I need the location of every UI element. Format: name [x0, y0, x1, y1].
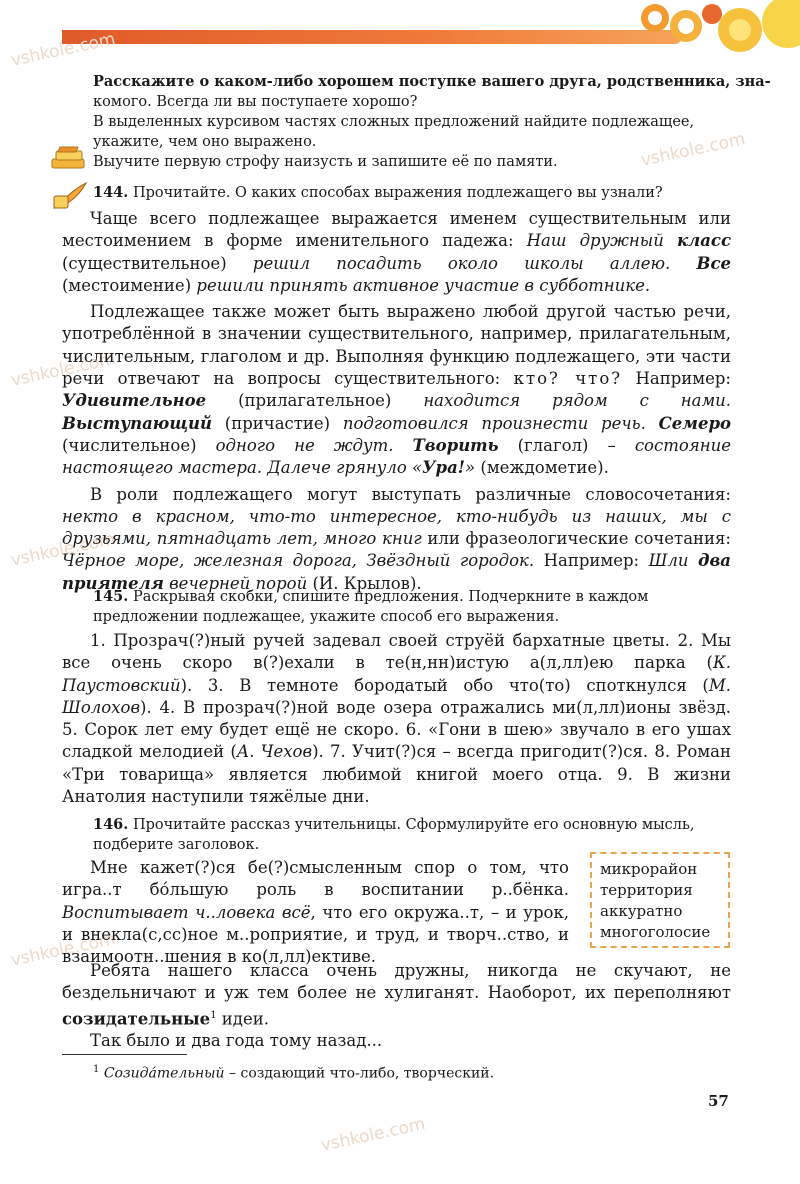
watermark: vshkole.com: [9, 29, 118, 71]
paragraph-1: Чаще всего подлежащее выражается именем существительным или местоимением в форме именительного падежа: Наш дружный класс (существительное) решил посадить около школы аллею. Все (местоимение) решили принять активное участие в субботнике.: [62, 209, 731, 295]
paragraph-2: Подлежащее также может быть выражено любой другой частью речи, употреблённой в значении существительного, например, прилагательным, числительным, глаголом и др. Выполняя функцию подлежащего, эти части речи отвечают на вопросы существительного: кто? что? Например: Удивительное (прилагательное) находится рядом с нами. Выступающий (причастие) подготовился произнести речь. Семеро (числительное) одного не ждут. Творить (глагол) – состояние настоящего мастера. Далече грянуло «Ура!» (междометие).: [62, 302, 731, 478]
task-145: [93, 587, 731, 627]
task-text: Прочитайте. О каких способах выражения подлежащего вы узнали?: [132, 185, 663, 201]
sentences: 1. Прозрач(?)ный ручей задевал своей струёй бархатные цветы. 2. Мы все очень скоро в(?)ехали в те(н,нн)истую а(л,лл)ею парка (К. Паустовский). 3. В темноте бородатый обо что(то) споткнулся (М. Шолохов). 4. В прозрач(?)ной воде озера отражались ми(л,лл)ионы звёзд. 5. Сорок лет ему будет ещё не скоро. 6. «Гони в шею» звучало в его ушах сладкой мелодией (А. Чехов). 7. Учит(?)ся – всегда пригодит(?)ся. 8. Роман «Три товарища» является любимой книгой моего отца. 9. В жизни Анатолия наступили тяжёлые дни.: [62, 631, 732, 807]
header-circles-decoration: [620, 0, 800, 60]
vocab-word: многоголосие: [600, 923, 711, 941]
exercise-146-rest: Ребята нашего класса очень дружны, никогда не скучают, не бездельничают и уж тем более не хулиганят. Наоборот, их переполняют созидательные$^1$ идеи. Так было и два года тому назад...: [62, 961, 731, 1051]
task-144: [93, 183, 731, 203]
intro-line-3: Выучите первую строфу наизусть и запишите её по памяти.: [93, 154, 558, 170]
page-number: 57: [708, 1092, 729, 1110]
intro-line-1-bold: Расскажите о каком-либо хорошем поступке вашего друга, родственника, зна-: [93, 73, 771, 90]
vocab-word: территория: [600, 881, 693, 899]
watermark: vshkole.com: [9, 929, 118, 971]
vocab-word: микрорайон: [600, 860, 698, 878]
watermark: vshkole.com: [9, 349, 118, 391]
exercise-144: [93, 183, 731, 203]
watermark: vshkole.com: [639, 129, 748, 171]
exercise-146-column: Мне кажет(?)ся бе(?)смысленным спор о том, что игра..т бо́льшую роль в воспитании р..бёнка. Воспитывает ч..ловека всё, что его окружа..т, – и урок, и внекла(с,сс)ное м..роприятие, и труд, и творч..ство, и взаимоотн..шения в ко(л,лл)ективе.: [62, 858, 570, 967]
vocab-word: аккуратно: [600, 902, 683, 920]
footnote: $^1$ Созида́тельный – создающий что-либо, творческий.: [93, 1064, 495, 1082]
watermark: vshkole.com: [319, 1114, 428, 1156]
exercise-number: 144.: [93, 184, 129, 201]
intro-line-1b: комого. Всегда ли вы поступаете хорошо?: [93, 94, 418, 110]
task-text: Раскрывая скобки, спишите предложения. Подчеркните в каждом предложении подлежащее, укажите способ его выражения.: [93, 589, 649, 625]
exercise-number: 146.: [93, 816, 129, 833]
exercise-145-body: [62, 630, 731, 808]
header-bar: [62, 30, 682, 44]
footnote-divider: [62, 1054, 187, 1055]
exercise-145: [93, 587, 731, 627]
books-icon: [50, 145, 88, 171]
watermark: vshkole.com: [9, 529, 118, 571]
paragraph-3: В роли подлежащего могут выступать различные словосочетания: некто в красном, что-то интересное, кто-нибудь из наших, мы с друзьями, пятнадцать лет, много книг или фразеологические сочетания: Чёрное море, железная дорога, Звёздный городок. Например: Шли два приятеля вечерней порой (И. Крылов).: [62, 484, 731, 593]
vocabulary-box: [590, 852, 730, 948]
exercise-number: 145.: [93, 588, 129, 605]
task-text: Прочитайте рассказ учительницы. Сформулируйте его основную мысль, подберите заголовок.: [93, 817, 695, 853]
intro-line-1: [93, 72, 771, 92]
intro-line-2: В выделенных курсивом частях сложных предложений найдите подлежащее, укажите, чем оно выражено.: [93, 114, 695, 150]
intro-tasks: [93, 72, 771, 172]
exercise-144-body: [62, 208, 731, 595]
exercise-146: [93, 815, 731, 855]
task-146: [93, 815, 731, 855]
